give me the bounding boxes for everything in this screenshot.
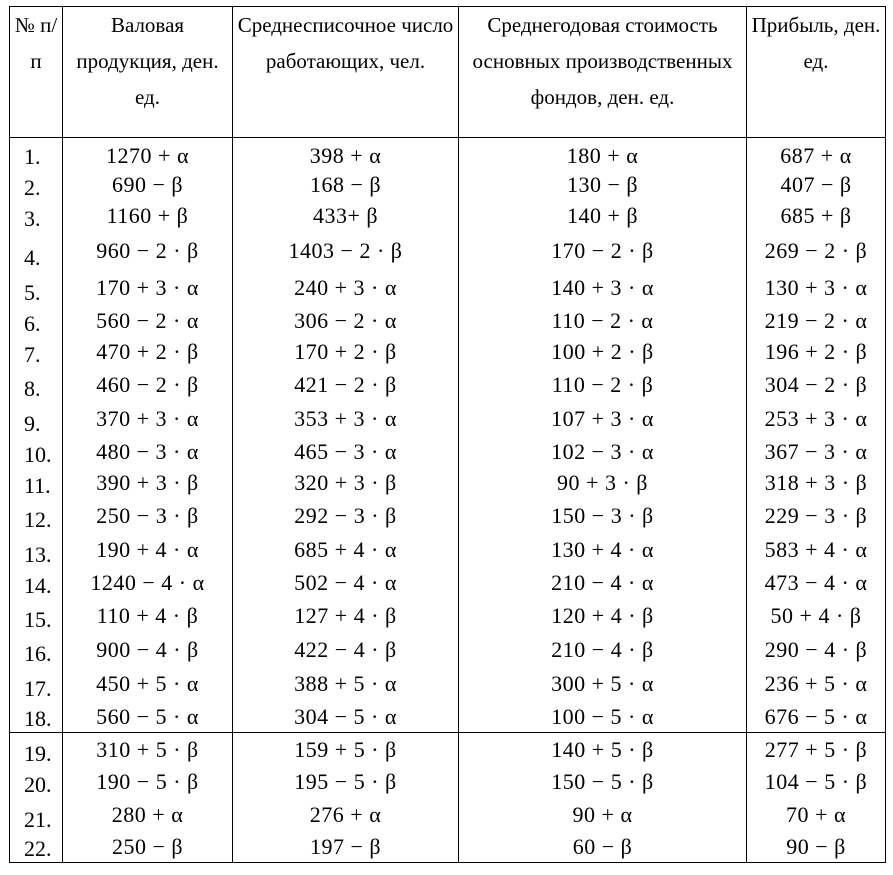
cell-profit: 407 − β <box>747 170 886 201</box>
cell-fixed-assets: 150 − 3 · β <box>459 499 747 533</box>
cell-headcount: 685 + 4 · α <box>233 533 459 568</box>
header-profit: Прибыль, ден. ед. <box>747 7 886 138</box>
cell-headcount: 422 − 4 · β <box>233 633 459 667</box>
header-number: № п/п <box>10 7 63 138</box>
header-gross-output: Валовая продукция, ден. ед. <box>63 7 233 138</box>
cell-fixed-assets: 150 − 5 · β <box>459 767 747 798</box>
cell-headcount: 1403 − 2 · β <box>233 232 459 271</box>
cell-profit: 685 + β <box>747 201 886 232</box>
cell-gross-output: 960 − 2 · β <box>63 232 233 271</box>
cell-profit: 318 + 3 · β <box>747 468 886 499</box>
cell-headcount: 398 + α <box>233 138 459 170</box>
cell-fixed-assets: 130 − β <box>459 170 747 201</box>
cell-profit: 290 − 4 · β <box>747 633 886 667</box>
table-row <box>10 599 886 633</box>
table-row <box>10 533 886 568</box>
cell-profit: 219 − 2 · α <box>747 306 886 337</box>
cell-profit: 90 − β <box>747 833 886 863</box>
cell-profit: 583 + 4 · α <box>747 533 886 568</box>
cell-headcount: 127 + 4 · β <box>233 599 459 633</box>
table-row <box>10 833 886 863</box>
cell-fixed-assets: 102 − 3 · α <box>459 437 747 468</box>
table-row <box>10 368 886 402</box>
header-row <box>10 7 886 138</box>
table-row <box>10 402 886 437</box>
cell-profit: 473 − 4 · α <box>747 568 886 599</box>
cell-fixed-assets: 107 + 3 · α <box>459 402 747 437</box>
cell-fixed-assets: 210 − 4 · α <box>459 568 747 599</box>
row-number: 2. <box>10 170 63 201</box>
row-number: 10. <box>10 437 63 468</box>
cell-fixed-assets: 210 − 4 · β <box>459 633 747 667</box>
cell-fixed-assets: 180 + α <box>459 138 747 170</box>
data-table <box>9 6 886 863</box>
cell-headcount: 197 − β <box>233 833 459 863</box>
row-number: 18. <box>10 702 63 733</box>
cell-fixed-assets: 130 + 4 · α <box>459 533 747 568</box>
cell-profit: 50 + 4 · β <box>747 599 886 633</box>
cell-profit: 269 − 2 · β <box>747 232 886 271</box>
row-number: 17. <box>10 667 63 702</box>
cell-profit: 304 − 2 · β <box>747 368 886 402</box>
cell-headcount: 433+ β <box>233 201 459 232</box>
cell-gross-output: 250 − 3 · β <box>63 499 233 533</box>
cell-profit: 104 − 5 · β <box>747 767 886 798</box>
cell-headcount: 292 − 3 · β <box>233 499 459 533</box>
table-row <box>10 733 886 767</box>
header-fixed-assets: Среднегодовая стоимость основных производственных фондов, ден. ед. <box>459 7 747 138</box>
row-number: 3. <box>10 201 63 232</box>
cell-fixed-assets: 90 + 3 · β <box>459 468 747 499</box>
row-number: 12. <box>10 499 63 533</box>
table-row <box>10 767 886 798</box>
cell-gross-output: 1270 + α <box>63 138 233 170</box>
cell-fixed-assets: 140 + 3 · α <box>459 271 747 306</box>
cell-headcount: 306 − 2 · α <box>233 306 459 337</box>
cell-profit: 229 − 3 · β <box>747 499 886 533</box>
cell-profit: 196 + 2 · β <box>747 337 886 368</box>
table-row <box>10 201 886 232</box>
cell-profit: 70 + α <box>747 798 886 833</box>
cell-fixed-assets: 300 + 5 · α <box>459 667 747 702</box>
row-number: 8. <box>10 368 63 402</box>
cell-gross-output: 900 − 4 · β <box>63 633 233 667</box>
table-row <box>10 633 886 667</box>
cell-headcount: 353 + 3 · α <box>233 402 459 437</box>
table-row <box>10 306 886 337</box>
cell-headcount: 168 − β <box>233 170 459 201</box>
cell-fixed-assets: 60 − β <box>459 833 747 863</box>
cell-headcount: 276 + α <box>233 798 459 833</box>
cell-gross-output: 450 + 5 · α <box>63 667 233 702</box>
cell-gross-output: 170 + 3 · α <box>63 271 233 306</box>
cell-profit: 676 − 5 · α <box>747 702 886 733</box>
row-number: 7. <box>10 337 63 368</box>
cell-profit: 367 − 3 · α <box>747 437 886 468</box>
cell-gross-output: 560 − 5 · α <box>63 702 233 733</box>
cell-fixed-assets: 100 − 5 · α <box>459 702 747 733</box>
cell-profit: 277 + 5 · β <box>747 733 886 767</box>
cell-gross-output: 190 − 5 · β <box>63 767 233 798</box>
cell-profit: 236 + 5 · α <box>747 667 886 702</box>
row-number: 21. <box>10 798 63 833</box>
row-number: 16. <box>10 633 63 667</box>
cell-gross-output: 310 + 5 · β <box>63 733 233 767</box>
row-number: 15. <box>10 599 63 633</box>
cell-gross-output: 460 − 2 · β <box>63 368 233 402</box>
table-row <box>10 798 886 833</box>
cell-fixed-assets: 170 − 2 · β <box>459 232 747 271</box>
row-number: 19. <box>10 733 63 767</box>
cell-gross-output: 370 + 3 · α <box>63 402 233 437</box>
table-row <box>10 568 886 599</box>
table-row <box>10 667 886 702</box>
cell-headcount: 320 + 3 · β <box>233 468 459 499</box>
cell-gross-output: 280 + α <box>63 798 233 833</box>
header-headcount: Среднесписочное число работающих, чел. <box>233 7 459 138</box>
cell-fixed-assets: 120 + 4 · β <box>459 599 747 633</box>
cell-headcount: 421 − 2 · β <box>233 368 459 402</box>
row-number: 14. <box>10 568 63 599</box>
cell-gross-output: 470 + 2 · β <box>63 337 233 368</box>
cell-headcount: 502 − 4 · α <box>233 568 459 599</box>
row-number: 9. <box>10 402 63 437</box>
cell-fixed-assets: 110 − 2 · β <box>459 368 747 402</box>
table-row <box>10 170 886 201</box>
table-row <box>10 499 886 533</box>
table-row <box>10 702 886 733</box>
cell-headcount: 195 − 5 · β <box>233 767 459 798</box>
row-number: 20. <box>10 767 63 798</box>
row-number: 13. <box>10 533 63 568</box>
cell-gross-output: 480 − 3 · α <box>63 437 233 468</box>
table-row <box>10 138 886 170</box>
cell-gross-output: 390 + 3 · β <box>63 468 233 499</box>
row-number: 1. <box>10 138 63 170</box>
cell-fixed-assets: 140 + β <box>459 201 747 232</box>
table-row <box>10 232 886 271</box>
row-number: 6. <box>10 306 63 337</box>
cell-fixed-assets: 140 + 5 · β <box>459 733 747 767</box>
cell-gross-output: 110 + 4 · β <box>63 599 233 633</box>
cell-fixed-assets: 90 + α <box>459 798 747 833</box>
table-row <box>10 337 886 368</box>
cell-headcount: 159 + 5 · β <box>233 733 459 767</box>
cell-headcount: 388 + 5 · α <box>233 667 459 702</box>
cell-gross-output: 690 − β <box>63 170 233 201</box>
row-number: 22. <box>10 833 63 863</box>
cell-fixed-assets: 110 − 2 · α <box>459 306 747 337</box>
row-number: 5. <box>10 271 63 306</box>
row-number: 11. <box>10 468 63 499</box>
table-row <box>10 437 886 468</box>
cell-headcount: 170 + 2 · β <box>233 337 459 368</box>
table-row <box>10 468 886 499</box>
cell-profit: 253 + 3 · α <box>747 402 886 437</box>
cell-gross-output: 250 − β <box>63 833 233 863</box>
cell-headcount: 304 − 5 · α <box>233 702 459 733</box>
cell-gross-output: 560 − 2 · α <box>63 306 233 337</box>
cell-fixed-assets: 100 + 2 · β <box>459 337 747 368</box>
cell-headcount: 240 + 3 · α <box>233 271 459 306</box>
cell-gross-output: 190 + 4 · α <box>63 533 233 568</box>
cell-profit: 687 + α <box>747 138 886 170</box>
cell-gross-output: 1240 − 4 · α <box>63 568 233 599</box>
cell-headcount: 465 − 3 · α <box>233 437 459 468</box>
cell-gross-output: 1160 + β <box>63 201 233 232</box>
table-row <box>10 271 886 306</box>
row-number: 4. <box>10 232 63 271</box>
table-body <box>10 138 886 863</box>
cell-profit: 130 + 3 · α <box>747 271 886 306</box>
